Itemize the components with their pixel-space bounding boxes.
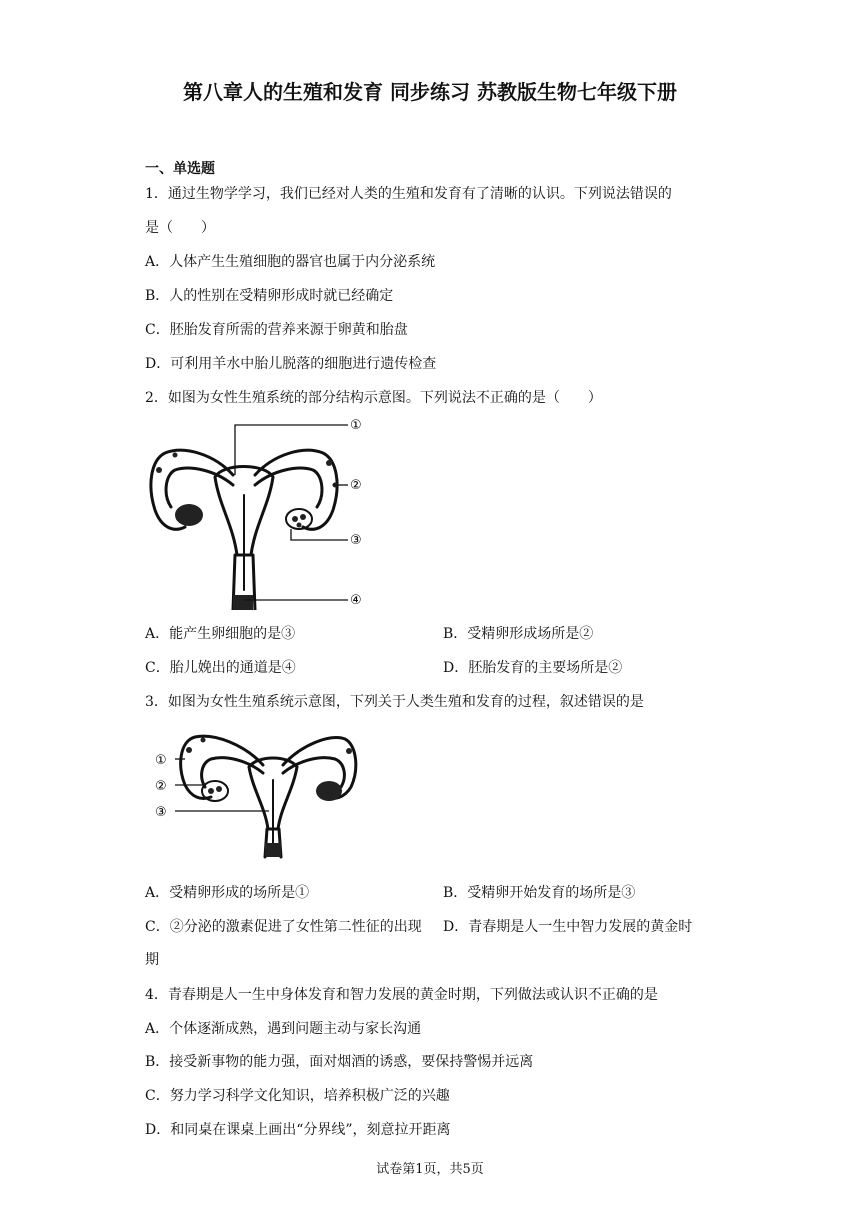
q2-stem: 2．如图为女性生殖系统的部分结构示意图。下列说法不正确的是（ ）: [145, 390, 602, 406]
q3-label-1: ①: [155, 753, 167, 768]
page-title: 第八章人的生殖和发育 同步练习 苏教版生物七年级下册: [183, 80, 677, 104]
q3-option-b: B．受精卵开始发育的场所是③: [443, 885, 636, 901]
q2-label-4: ④: [350, 593, 362, 608]
q3-option-d: D．青春期是人一生中智力发展的黄金时: [443, 919, 693, 935]
q1-option-b: B．人的性别在受精卵形成时就已经确定: [145, 288, 394, 304]
q1-option-d: D．可利用羊水中胎儿脱落的细胞进行遗传检查: [145, 356, 437, 372]
q2-option-d: D．胚胎发育的主要场所是②: [443, 660, 623, 676]
q3-option-c: C．②分泌的激素促进了女性第二性征的出现: [145, 919, 422, 935]
q1-option-a: A．人体产生生殖细胞的器官也属于内分泌系统: [145, 254, 436, 270]
q2-label-2: ②: [350, 478, 362, 493]
page-footer: 试卷第1页，共5页: [376, 1162, 484, 1177]
q3-uterus-diagram: [145, 725, 365, 860]
q2-option-a: A．能产生卵细胞的是③: [145, 626, 296, 642]
q1-option-c: C．胚胎发育所需的营养来源于卵黄和胎盘: [145, 322, 408, 338]
q1-stem-line2: 是（ ）: [145, 220, 215, 236]
q4-option-a: A．个体逐渐成熟，遇到问题主动与家长沟通: [145, 1021, 422, 1037]
q2-label-1: ①: [350, 418, 362, 433]
q2-option-b: B．受精卵形成场所是②: [443, 626, 594, 642]
q3-label-2: ②: [155, 779, 167, 794]
q3-stem: 3．如图为女性生殖系统示意图，下列关于人类生殖和发育的过程，叙述错误的是: [145, 694, 644, 710]
q3-option-a: A．受精卵形成的场所是①: [145, 885, 310, 901]
q3-option-d-continued: 期: [145, 952, 159, 968]
q3-label-3: ③: [155, 805, 167, 820]
q2-uterus-diagram: [145, 415, 375, 610]
q2-option-c: C．胎儿娩出的通道是④: [145, 660, 296, 676]
q4-option-d: D．和同桌在课桌上画出“分界线”，刻意拉开距离: [145, 1122, 451, 1138]
q4-stem: 4．青春期是人一生中身体发育和智力发展的黄金时期，下列做法或认识不正确的是: [145, 987, 658, 1003]
q1-stem-line1: 1．通过生物学学习，我们已经对人类的生殖和发育有了清晰的认识。下列说法错误的: [145, 186, 672, 202]
q2-label-3: ③: [350, 533, 362, 548]
section-heading: 一、单选题: [145, 161, 215, 177]
q4-option-c: C．努力学习科学文化知识，培养积极广泛的兴趣: [145, 1088, 450, 1104]
q4-option-b: B．接受新事物的能力强，面对烟酒的诱惑，要保持警惕并远离: [145, 1054, 534, 1070]
